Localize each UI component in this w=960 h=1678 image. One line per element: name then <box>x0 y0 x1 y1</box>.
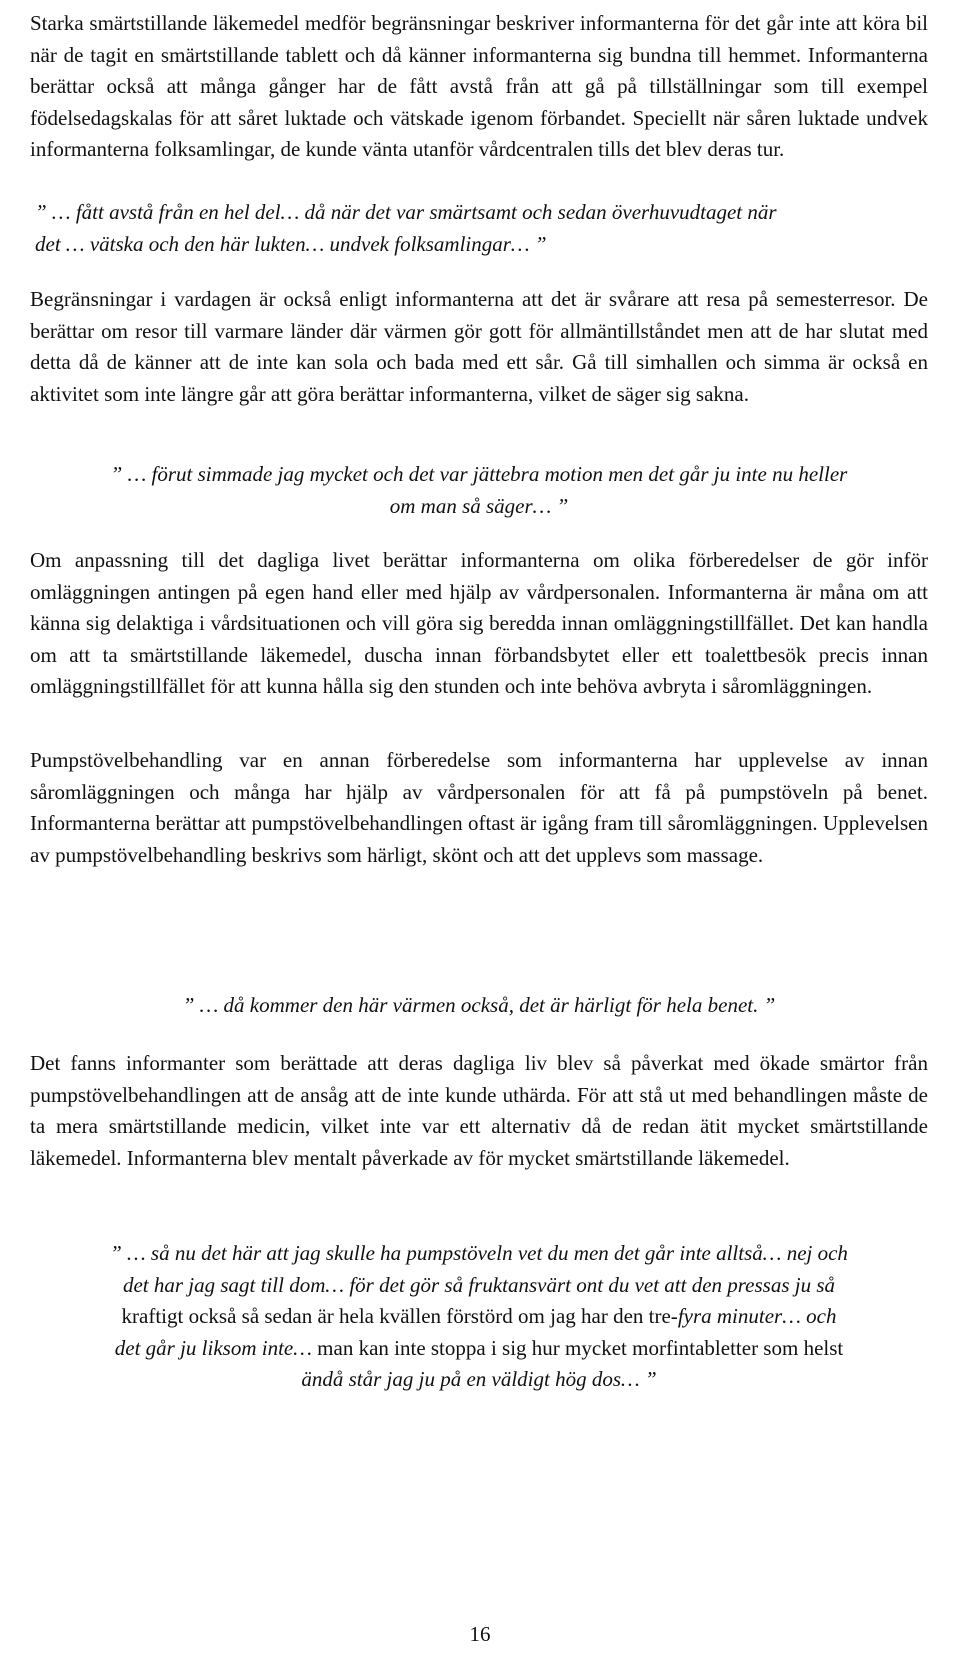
quote-1 <box>35 197 933 260</box>
quote-1-line-1: ” … fått avstå från en hel del… då när det var smärtsamt och sedan överhuvudtaget när <box>35 200 777 224</box>
quote-4-line-1: ” … så nu det här att jag skulle ha pumpstöveln vet du men det går inte alltså… nej och <box>110 1241 848 1265</box>
quote-2-line-1: ” … förut simmade jag mycket och det var jättebra motion men det går ju inte nu heller <box>110 462 848 486</box>
quote-4-line-3-upright: kraftigt också så sedan är hela kvällen förstörd om jag har den tre- <box>121 1304 678 1328</box>
quote-2 <box>30 459 928 522</box>
quote-4-line-3 <box>30 1301 928 1333</box>
paragraph-2: Begränsningar i vardagen är också enligt informanterna att det är svårare att resa på semesterresor. De berättar om resor till varmare länder där värmen gör gott för allmäntillståndet men att de har slutat med detta då de känner att de inte kan sola och bada med ett sår. Gå till simhallen och simma är också en aktivitet som inte längre går att göra berättar informanterna, vilket de säger sig sakna. <box>30 287 928 406</box>
quote-4-line-5: ändå står jag ju på en väldigt hög dos… ” <box>301 1367 657 1391</box>
paragraph-1: Starka smärtstillande läkemedel medför begränsningar beskriver informanterna för det går inte att köra bil när de tagit en smärtstillande tablett och då känner informanterna sig bundna till hemmet. Informanterna berättar också att många gånger har de fått avstå från att gå på tillställningar som till exempel födelsedagskalas för att såret luktade och vätskade igenom förbandet. Speciellt när såren luktade undvek informanterna folksamlingar, de kunde vänta utanför vårdcentralen tills det blev deras tur. <box>30 11 928 161</box>
page-number: 16 <box>469 1622 491 1646</box>
paragraph-3: Om anpassning till det dagliga livet berättar informanterna om olika förberedelser de gör inför omläggningen antingen på egen hand eller med hjälp av vårdpersonalen. Informanterna är måna om att känna sig delaktiga i vårdsituationen och vill göra sig beredda innan omläggningstillfället. Det kan handla om att ta smärtstillande läkemedel, duscha innan förbandsbytet eller ett toalettbesök precis innan omläggningstillfället för att kunna hålla sig den stunden och inte behöva avbryta i såromläggningen. <box>30 548 928 698</box>
quote-4-line-4-upright: man kan inte stoppa i sig hur mycket morfintabletter som helst <box>311 1335 844 1360</box>
quote-4-line-2: det har jag sagt till dom… för det gör så fruktansvärt ont du vet att den pressas ju så <box>122 1272 836 1297</box>
quote-4 <box>30 1238 928 1396</box>
quote-3-line-1: ” … då kommer den här värmen också, det är härligt för hela benet. ” <box>182 993 776 1017</box>
quote-4-line-4-italic: det går ju liksom inte… <box>114 1335 312 1360</box>
paragraph-4: Pumpstövelbehandling var en annan förberedelse som informanterna har upplevelse av innan såromläggningen och många har hjälp av vårdpersonalen för att få på pumpstöveln på benet. Informanterna berättar att pumpstövelbehandlingen oftast är igång fram till såromläggningen. Upplevelsen av pumpstövelbehandling beskrivs som härligt, skönt och att det upplevs som massage. <box>30 748 928 867</box>
quote-2-line-2: om man så säger… ” <box>389 493 569 518</box>
quote-4-line-3-italic: fyra minuter… och <box>677 1304 837 1328</box>
paragraph-5: Det fanns informanter som berättade att deras dagliga liv blev så påverkat med ökade smärtor från pumpstövelbehandlingen att de ansåg att de inte kunde uthärda. För att stå ut med behandlingen måste de ta mera smärtstillande medicin, vilket inte var ett alternativ då de redan ätit mycket smärtstillande läkemedel. Informanterna blev mentalt påverkade av för mycket smärtstillande läkemedel. <box>30 1051 928 1170</box>
quote-1-line-2: det … vätska och den här lukten… undvek folksamlingar… ” <box>35 231 547 256</box>
quote-4-line-4 <box>30 1333 928 1365</box>
quote-3 <box>30 990 928 1022</box>
